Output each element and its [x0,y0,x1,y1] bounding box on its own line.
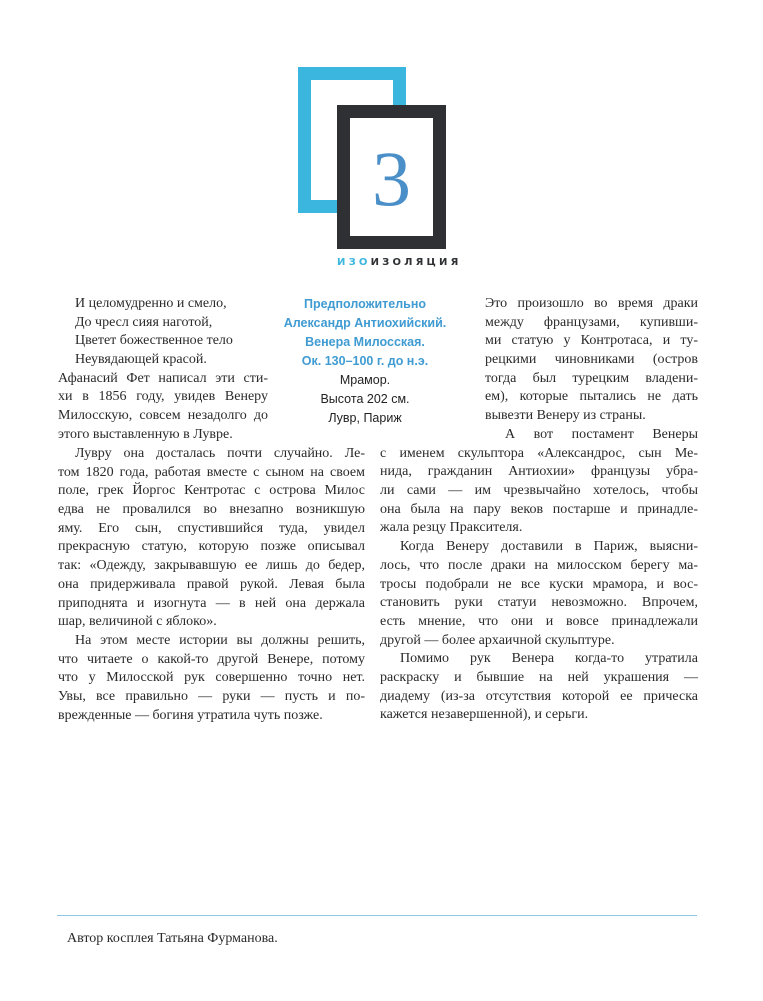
caption-detail-line: Мрамор. [339,373,391,387]
text-line: Милосскую, совсем незадолго до [58,408,268,424]
text-line: так: «Одежду, закрывавшую ее лишь до бедер, [58,558,365,574]
right-top-text-column [485,295,698,426]
text-line: есть мнение, что они и вовсе принадлежали [380,613,698,629]
caption-detail-line: Лувр, Париж [328,411,402,425]
text-line: Это произошло во время драки [485,296,698,311]
footer-divider [57,915,697,916]
text-line: яму. Его сын, спустившийся туда, увидел [58,520,365,536]
caption-title-line: Александр Антиохийский. [283,316,447,330]
left-text-column [58,445,365,725]
poem-line: И целомудренно и смело, [75,296,227,311]
artwork-caption [270,295,460,428]
text-line: врежденные — богиня утратила чуть позже. [58,707,323,723]
text-line: шар, величиной с яблоко». [58,614,217,630]
text-line: рецкими чиновниками (остров [485,352,698,368]
text-line: ли сами — им чрезвычайно хотелось, чтобы [380,483,698,499]
text-line: жала резцу Праксителя. [380,520,523,536]
text-line: она была на пару веков постарше и принадле- [380,501,698,517]
text-line: раскраску и бывшие на ней украшения — [380,669,698,685]
text-line: том 1820 года, работая вместе с сыном на своем [58,464,365,480]
text-line: Когда Венеру доставили в Париж, выясни- [400,539,698,555]
caption-title-line: Венера Милосская. [305,335,425,349]
text-line: А вот постамент Венеры [505,427,698,442]
text-line: ми статую у Контротаса, и ту- [485,333,698,349]
text-line: тогда был турецким владени- [485,370,698,386]
brand-wordmark [337,257,462,268]
text-line: кажется незавершенной), и серьги. [380,707,589,723]
text-line: становить руки статуи невозможно. Впрочем, [380,595,698,611]
poem-column [58,295,268,445]
poem-line: До чресл сияя наготой, [75,314,213,330]
text-line: она придерживала правой рукой. Левая была [58,576,365,592]
dark-frame-shape [337,105,446,249]
brand-suffix: ИЗОЛЯЦИЯ [370,257,462,268]
caption-detail-line: Высота 202 см. [320,392,410,406]
text-line: Лувру она досталась почти случайно. Ле- [75,446,365,461]
text-line: прекрасную статую, которую позже описывал [58,539,365,555]
text-line: приподнята и изогнута — в ней она держала [58,595,365,611]
text-line: вывезти Венеру из страны. [485,408,646,424]
text-line: Увы, все правильно — руки — пусть и по- [58,688,365,704]
text-line: нида, гражданин Антиохии» французы убра- [380,464,698,480]
text-line: что у Милосской рук совершенно точно нет. [58,670,365,686]
text-line: лось, что после драки на милосском берегу ма- [380,557,698,573]
text-line: этого выставленную в Лувре. [58,426,233,442]
text-line: На этом месте истории вы должны решить, [75,632,365,648]
poem-line: Цветет божественное тело [75,333,233,349]
text-line: другой — более архаичной скульптуре. [380,632,615,648]
text-line: Афанасий Фет написал эти сти- [58,370,268,386]
text-line: с именем скульптора «Александрос, сын Ме- [380,445,698,461]
footer-credit: Автор косплея Татьяна Фурманова. [67,931,278,946]
poem-line: Неувядающей красой. [75,352,207,368]
caption-title-line: Предположительно [303,297,427,311]
text-line: что читаете о какой-то другой Венере, потому [58,651,365,667]
text-line: диадему (из-за отсутствия которой ее прическа [380,688,698,704]
text-line: хи в 1856 году, увидев Венеру [58,389,268,405]
text-line: между французами, купивши- [485,314,698,330]
text-line: тросы подобрали не все куски мрамора, и вос- [380,576,698,592]
brand-prefix: ИЗО [337,257,371,268]
text-line: поле, грек Йоргос Кентротас с острова Милос [58,483,365,499]
chapter-number: 3 [372,135,411,222]
caption-title-line: Ок. 130–100 г. до н.э. [301,354,429,368]
text-line: Помимо рук Венера когда-то утратила [400,651,698,667]
text-line: ем), которые пытались не дать [485,389,698,405]
right-text-column [380,426,698,725]
text-line: едва не провалился во внезапно возникшую [58,502,365,518]
